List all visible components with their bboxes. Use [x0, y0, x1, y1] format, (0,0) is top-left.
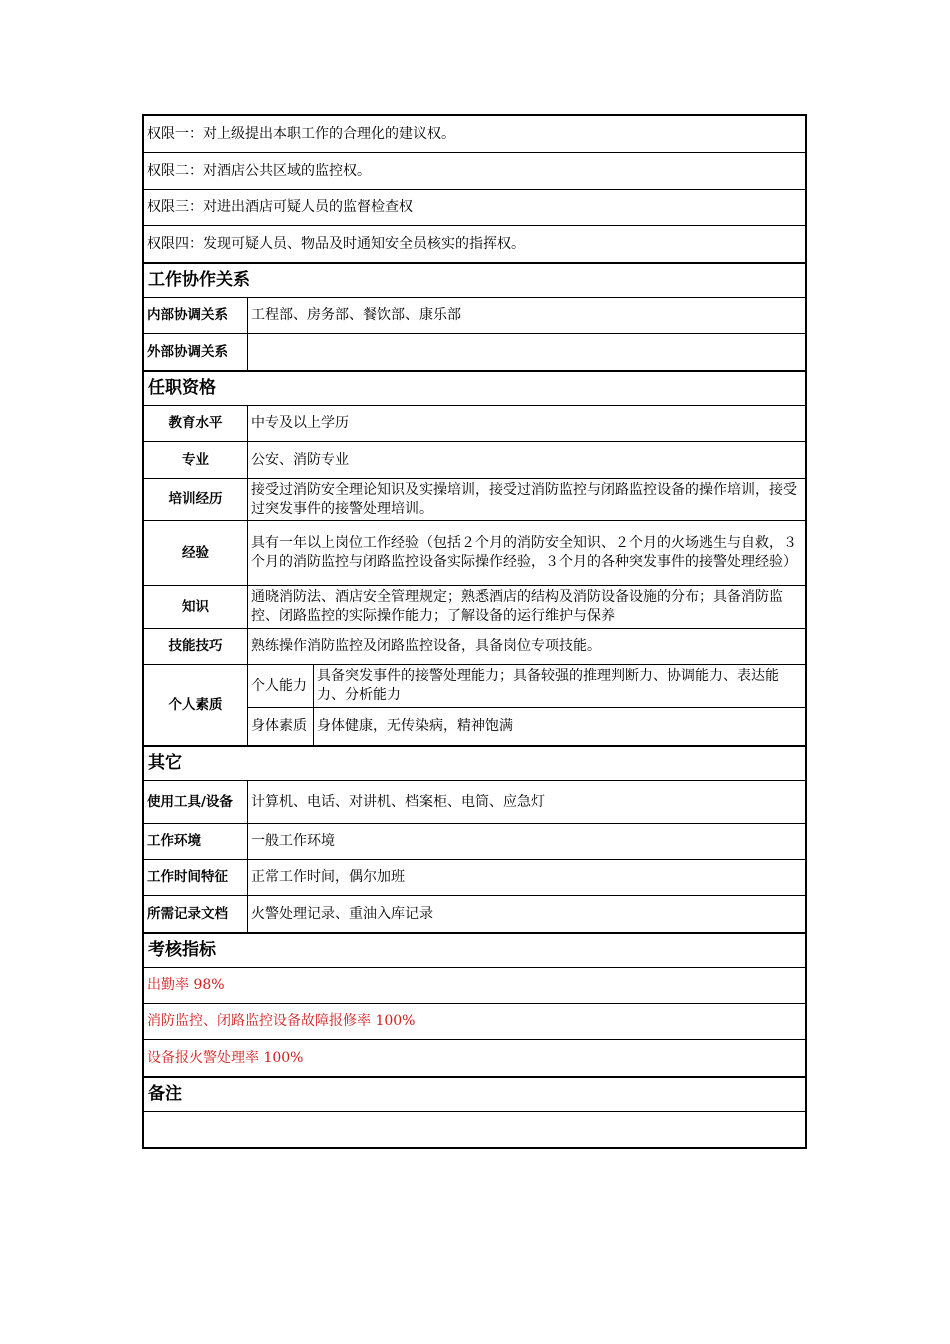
tools-label: 使用工具/设备 [144, 781, 248, 823]
skills-row [144, 628, 805, 664]
tools-row [144, 780, 805, 823]
work-environment-label: 工作环境 [144, 824, 248, 859]
major-row [144, 441, 805, 478]
permission-row-4 [144, 225, 805, 262]
major-value: 公安、消防专业 [251, 451, 349, 468]
section-other-header [144, 745, 805, 780]
section-notes-header [144, 1076, 805, 1111]
personal-quality-label: 个人素质 [144, 665, 248, 745]
education-value: 中专及以上学历 [251, 415, 349, 431]
records-row [144, 895, 805, 932]
section-cooperation-header [144, 262, 805, 297]
external-coordination-value [248, 334, 805, 370]
external-coordination-label: 外部协调关系 [144, 334, 248, 370]
experience-row [144, 520, 805, 585]
skills-label: 技能技巧 [144, 629, 248, 664]
section-kpi-header [144, 932, 805, 967]
personal-quality-row [144, 664, 805, 745]
education-row [144, 405, 805, 441]
notes-value [144, 1112, 805, 1147]
knowledge-row [144, 585, 805, 628]
tools-value: 计算机、电话、对讲机、档案柜、电筒、应急灯 [251, 793, 545, 810]
internal-coordination-label: 内部协调关系 [144, 298, 248, 333]
section-title: 考核指标 [148, 940, 216, 960]
permission-text: 权限四：发现可疑人员、物品及时通知安全员核实的指挥权。 [147, 235, 525, 252]
internal-coordination-row [144, 297, 805, 333]
major-label: 专业 [144, 442, 248, 478]
training-value: 接受过消防安全理论知识及实操培训，接受过消防监控与闭路监控设备的操作培训，接受过突发事件的接警处理培训。 [251, 481, 797, 517]
physical-quality-label: 身体素质 [248, 708, 314, 745]
permission-text: 权限三：对进出酒店可疑人员的监督检查权 [147, 199, 413, 215]
physical-quality-row [248, 707, 805, 745]
section-qualifications-header [144, 370, 805, 405]
permission-row-1 [144, 116, 805, 152]
permission-text: 权限二：对酒店公共区域的监控权。 [147, 162, 371, 179]
permission-row-2 [144, 152, 805, 189]
kpi-row [144, 1039, 805, 1076]
personal-ability-value: 具备突发事件的接警处理能力；具备较强的推理判断力、协调能力、表达能力、分析能力 [317, 668, 779, 704]
knowledge-label: 知识 [144, 586, 248, 628]
internal-coordination-value: 工程部、房务部、餐饮部、康乐部 [251, 307, 461, 323]
job-description-table [142, 114, 807, 1149]
personal-quality-subtable [248, 665, 805, 745]
records-label: 所需记录文档 [144, 896, 248, 932]
kpi-item: 出勤率 98% [147, 977, 225, 993]
permission-text: 权限一：对上级提出本职工作的合理化的建议权。 [147, 125, 455, 142]
personal-ability-label: 个人能力 [248, 665, 314, 707]
work-time-row [144, 859, 805, 895]
work-environment-row [144, 823, 805, 859]
personal-ability-row [248, 665, 805, 707]
physical-quality-value: 身体健康，无传染病，精神饱满 [317, 718, 513, 735]
section-title: 工作协作关系 [148, 270, 250, 290]
permission-row-3 [144, 189, 805, 225]
experience-label: 经验 [144, 521, 248, 585]
education-label: 教育水平 [144, 406, 248, 441]
section-title: 任职资格 [148, 378, 216, 398]
kpi-item: 消防监控、闭路监控设备故障报修率 100% [147, 1013, 416, 1029]
work-time-value: 正常工作时间，偶尔加班 [251, 869, 405, 885]
section-title: 其它 [148, 753, 182, 773]
training-label: 培训经历 [144, 479, 248, 520]
records-value: 火警处理记录、重油入库记录 [251, 905, 433, 922]
training-row [144, 478, 805, 520]
kpi-row [144, 1003, 805, 1039]
work-time-label: 工作时间特征 [144, 860, 248, 895]
notes-row [144, 1111, 805, 1147]
knowledge-value: 通晓消防法、酒店安全管理规定；熟悉酒店的结构及消防设备设施的分布；具备消防监控、闭路监控的实际操作能力；了解设备的运行维护与保养 [251, 589, 783, 624]
kpi-row [144, 967, 805, 1003]
kpi-item: 设备报火警处理率 100% [147, 1049, 304, 1066]
section-title: 备注 [148, 1084, 182, 1104]
skills-value: 熟练操作消防监控及闭路监控设备，具备岗位专项技能。 [251, 638, 601, 654]
work-environment-value: 一般工作环境 [251, 833, 335, 849]
external-coordination-row [144, 333, 805, 370]
experience-value: 具有一年以上岗位工作经验（包括２个月的消防安全知识、２个月的火场逃生与自救，３个月的消防监控与闭路监控设备实际操作经验，３个月的各种突发事件的接警处理经验） [251, 535, 797, 570]
